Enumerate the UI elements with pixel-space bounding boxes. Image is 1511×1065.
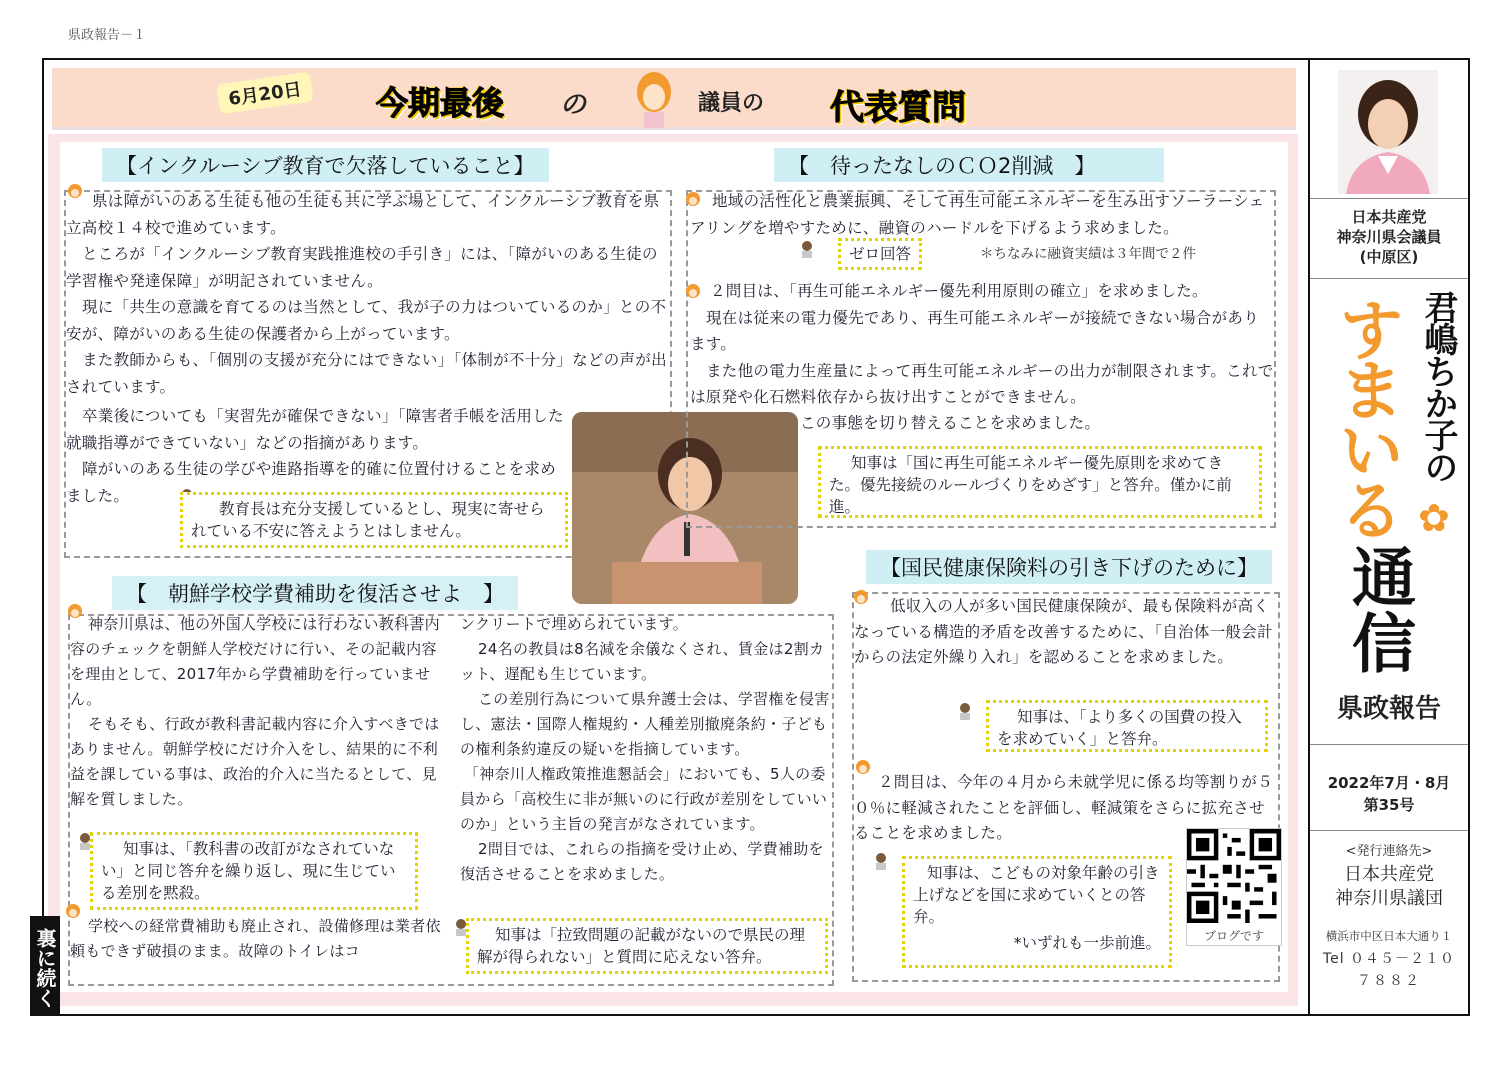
health-insurance-text-2: ２問目は、今年の４月から未就学児に係る均等割りが５０％に軽減されたことを評価し、軽減策をさらに拡充させることを求めました。: [854, 773, 1274, 842]
korean-school-col2: [460, 612, 834, 887]
korean-school-answer-2: 知事は「拉致問題の記載がないので県民の理解が得られない」と質問に応えない答弁。: [466, 918, 828, 974]
answer-text: 知事は、こどもの対象年齢の引き上げなどを国に求めていくとの答弁。: [913, 864, 1160, 926]
org-group: 神奈川県議団: [1335, 888, 1443, 909]
banner-title-question: 代表質問: [830, 88, 966, 128]
section-co2-text-3: この事態を切り替えることを求めました。: [800, 414, 1101, 432]
speaker-icon: [634, 70, 674, 128]
paragraph: 現在は従来の電力優先であり、再生可能エネルギーが接続できない場合があります。: [690, 308, 1260, 353]
qr-code: [1187, 829, 1281, 923]
korean-school-col1-tail: 学校への経常費補助も廃止され、設備修理は業者依頼もできず破損のまま。故障のトイレはコ: [70, 917, 441, 960]
health-insurance-answer-2: [902, 856, 1172, 968]
health-insurance-answer-1: 知事は、「より多くの国費の投入を求めていく」と答弁。: [986, 700, 1268, 752]
section-health-insurance-title: 【国民健康保険料の引き下げのために】: [866, 550, 1272, 584]
paragraph: 卒業後についても「実習先が確保できない」「障害者手帳を活用した就職指導ができていない」などの指摘があります。: [66, 407, 564, 452]
paragraph: この差別行為について県弁護士会は、学習権を侵害し、憲法・国際人権規約・人種差別撤廃条約・子どもの権利条約違反の疑いを指摘しています。: [460, 690, 830, 758]
issue-number: 第35号: [1363, 796, 1415, 814]
paragraph: 2問目では、これらの指摘を受け止め、学費補助を復活させることを求めました。: [460, 840, 824, 883]
person-icon: [798, 240, 816, 258]
paragraph: ンクリートで埋められています。: [460, 615, 689, 633]
section-co2-text-2: [690, 278, 1274, 411]
paragraph: ２問目は、「再生可能エネルギー優先利用原則の確立」を求めました。: [710, 282, 1208, 300]
section-inclusive-answer: 教育長は充分支援しているとし、現実に寄せられている不安に答えようとはしません。: [180, 492, 568, 548]
org-party: 日本共産党: [1344, 864, 1434, 885]
paragraph: ところが「インクルーシブ教育実践推進校の手引き」には、「障がいのある生徒の学習権や発達保障」が明記されていません。: [66, 245, 658, 290]
continued-on-back: 裏に続く: [30, 916, 60, 1016]
qr-caption: ブログです: [1203, 929, 1264, 943]
korean-school-answer-1: 知事は、「教科書の改訂がなされていない」と同じ答弁を繰り返し、現に生じている差別を黙殺。: [90, 832, 418, 910]
assembly-member: 神奈川県会議員: [1336, 228, 1442, 246]
paragraph: 「神奈川人権政策推進懇話会」においても、5人の委員から「高校生に非が無いのに行政が差別をしていいのか」という主旨の発言がなされています。: [460, 765, 828, 833]
blog-qr[interactable]: [1186, 828, 1282, 946]
banner-date: 6月20日: [216, 72, 313, 115]
paragraph: 神奈川県は、他の外国人学校には行わない教科書内容のチェックを朝鮮人学校だけに行い、その記載内容を理由として、2017年から学費補助を行っていません。: [70, 615, 440, 708]
zero-answer: ゼロ回答: [838, 238, 922, 270]
district: (中原区): [1359, 248, 1419, 266]
health-insurance-text-1: 低収入の人が多い国民健康保険が、最も保険料が高くなっている構造的矛盾を改善するために、「自治体一般会計からの法定外繰り入れ」を認めることを求めました。: [854, 597, 1273, 666]
page-label: 県政報告－１: [68, 28, 147, 43]
paragraph: 障がいのある生徒の学びや進路指導を的確に位置付けることを求めました。: [66, 460, 557, 505]
paragraph: また教師からも、「個別の支援が充分にはできない」「体制が不十分」などの声が出されています。: [66, 351, 667, 396]
contact-label: <発行連絡先>: [1345, 844, 1433, 859]
person-icon: [872, 852, 890, 870]
loan-note: ＊ちなみに融資実績は３年間で２件: [980, 246, 1196, 262]
prefectural-report: 県政報告: [1336, 694, 1441, 724]
banner-title-member: 議員の: [698, 91, 765, 116]
korean-school-col1: [70, 612, 450, 812]
section-co2-title: 【 待ったなしのＣＯ2削減 】: [774, 148, 1164, 182]
section-co2-answer: 知事は「国に再生可能エネルギー優先原則を求めてきた。優先接続のルールづくりをめざす」と答弁。僅かに前進。: [818, 446, 1262, 518]
section-inclusive-text: [66, 188, 670, 400]
section-inclusive-title: 【インクルーシブ教育で欠落していること】: [102, 148, 549, 182]
newsletter-title-smile: すまいる: [1327, 296, 1404, 536]
paragraph: 現に「共生の意識を育てるのは当然として、我が子の力はついているのか」との不安が、障がいのある生徒の保護者から上がっています。: [66, 298, 667, 343]
paragraph: 24名の教員は8名減を余儀なくされ、賃金は2割カット、遅配も生じています。: [460, 640, 825, 683]
paragraph: また他の電力生産量によって再生可能エネルギーの出力が制限されます。これでは原発や化石燃料依存から抜け出すことができません。: [690, 361, 1274, 406]
banner-no: の: [560, 90, 587, 120]
telephone: Tel ０４５－２１０: [1322, 951, 1456, 967]
newsletter-title-news: 通信: [1341, 544, 1415, 676]
party-name: 日本共産党: [1351, 208, 1427, 226]
politician-name: 君嶋ちか子の: [1418, 290, 1458, 482]
sidebar: [1308, 60, 1468, 1014]
address: 横浜市中区日本大通り１: [1325, 929, 1453, 943]
answer-note: *いずれも一歩前進。: [1013, 934, 1161, 952]
section-co2-text-1: 地域の活性化と農業振興、そして再生可能エネルギーを生み出すソーラーシェアリングを増やすために、融資のハードルを下げるよう求めました。: [690, 192, 1265, 237]
paragraph: そもそも、行政が教科書記載内容に介入すべきではありません。朝鮮学校にだけ介入をし、結果的に不利益を課している事は、政治的介入に当たるとして、見解を質しました。: [70, 715, 440, 808]
telephone-2: ７８８２: [1357, 973, 1421, 989]
politician-photo: [1338, 70, 1438, 194]
section-korean-school-title: 【 朝鮮学校学費補助を復活させよ 】: [112, 576, 518, 610]
banner-title-last: 今期最後: [376, 84, 505, 122]
flower-icon: ✿: [1418, 496, 1450, 540]
issue-date: 2022年7月・8月: [1327, 774, 1451, 792]
paragraph: 県は障がいのある生徒も他の生徒も共に学ぶ場として、インクルーシブ教育を県立高校１４校で進めています。: [66, 192, 660, 237]
person-icon: [956, 702, 974, 720]
